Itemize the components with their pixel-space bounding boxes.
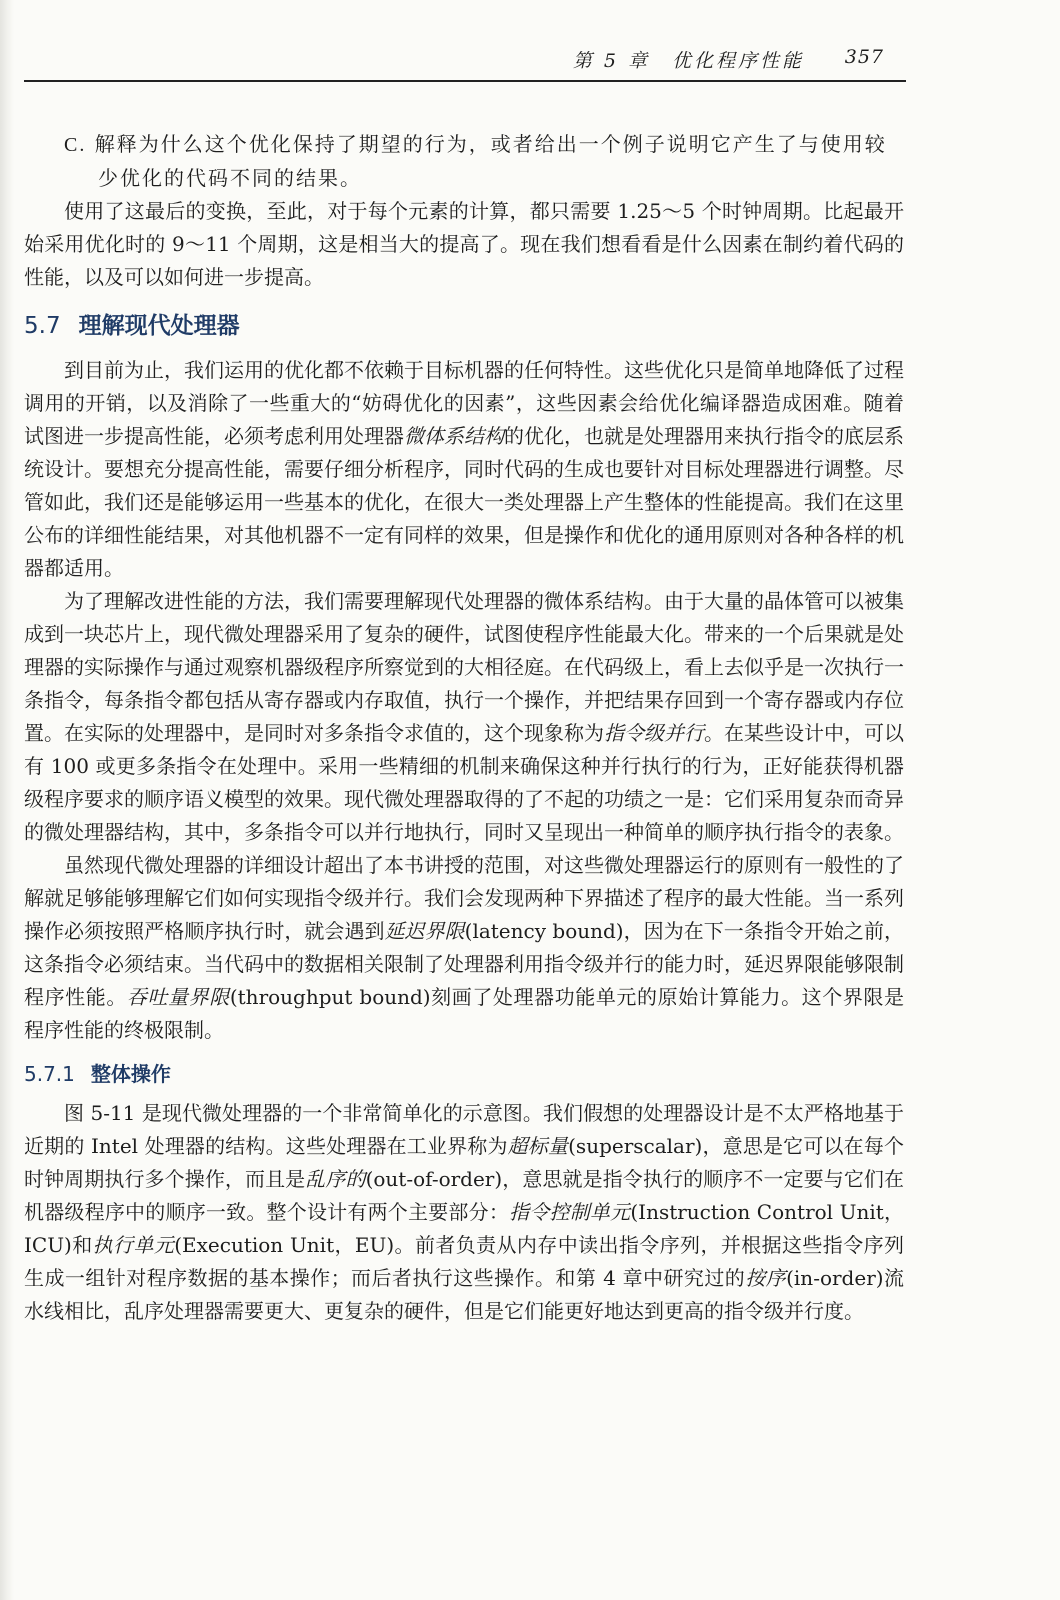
term-eu: 执行单元 <box>92 1233 175 1257</box>
section-heading <box>24 308 904 344</box>
subsection-heading <box>24 1057 904 1091</box>
section-number: 5.7 <box>24 313 61 339</box>
term-superscalar: 超标量 <box>507 1134 569 1158</box>
term-throughput-bound: 吞吐量界限 <box>126 985 230 1009</box>
exercise-item-text: 解释为什么这个优化保持了期望的行为，或者给出一个例子说明它产生了与使用较少优化的代码不同的结果。 <box>94 132 887 190</box>
page-number: 357 <box>844 46 884 68</box>
term-latency-bound: 延迟界限 <box>384 919 465 943</box>
section-paragraph-1: 到目前为止，我们运用的优化都不依赖于目标机器的任何特性。这些优化只是简单地降低了过程调用的开销，以及消除了一些重大的“妨碍优化的因素”，这些因素会给优化编译器造成困难。随着试图进一步提高性能，必须考虑利用处理器微体系结构的优化，也就是处理器用来执行指令的底层系统设计。要想充分提高性能，需要仔细分析程序，同时代码的生成也要针对目标处理器进行调整。尽管如此，我们还是能够运用一些基本的优化，在很大一类处理器上产生整体的性能提高。我们在这里公布的详细性能结果，对其他机器不一定有同样的效果，但是操作和优化的通用原则对各种各样的机器都适用。 <box>24 358 904 580</box>
subsection-paragraph-1: 图 5-11 是现代微处理器的一个非常简单化的示意图。我们假想的处理器设计是不太严格地基于近期的 Intel 处理器的结构。这些处理器在工业界称为超标量(superscalar)，意思是它可以在每个时钟周期执行多个操作，而且是乱序的(out-of-order)，意思就是指令执行的顺序不一定要与它们在机器级程序中的顺序一致。整个设计有两个主要部分：指令控制单元(Instruction Control Unit，ICU)和执行单元(Execution Unit，EU)。前者负责从内存中读出指令序列，并根据这些指令序列生成一组针对程序数据的基本操作；而后者执行这些操作。和第 4 章中研究过的按序(in-order)流水线相比，乱序处理器需要更大、更复杂的硬件，但是它们能更好地达到更高的指令级并行度。 <box>24 1101 905 1323</box>
section-paragraph-2: 为了理解改进性能的方法，我们需要理解现代处理器的微体系结构。由于大量的晶体管可以被集成到一块芯片上，现代微处理器采用了复杂的硬件，试图使程序性能最大化。带来的一个后果就是处理器的实际操作与通过观察机器级程序所察觉到的大相径庭。在代码级上，看上去似乎是一次执行一条指令，每条指令都包括从寄存器或内存取值，执行一个操作，并把结果存回到一个寄存器或内存位置。在实际的处理器中，是同时对多条指令求值的，这个现象称为指令级并行。在某些设计中，可以有 100 或更多条指令在处理中。采用一些精细的机制来确保这种并行执行的行为，正好能获得机器级程序要求的顺序语义模型的效果。现代微处理器取得的了不起的功绩之一是：它们采用复杂而奇异的微处理器结构，其中，多条指令可以并行地执行，同时又呈现出一种简单的顺序执行指令的表象。 <box>24 589 904 844</box>
section-paragraph-3: 虽然现代微处理器的详细设计超出了本书讲授的范围，对这些微处理器运行的原则有一般性的了解就足够能够理解它们如何实现指令级并行。我们会发现两种下界描述了程序的最大性能。当一系列操作必须按照严格顺序执行时，就会遇到延迟界限(latency bound)，因为在下一条指令开始之前，这条指令必须结束。当代码中的数据相关限制了处理器利用指令级并行的能力时，延迟界限能够限制程序性能。吞吐量界限(throughput bound)刻画了处理器功能单元的原始计算能力。这个界限是程序性能的终极限制。 <box>24 853 905 1042</box>
exercise-item-c <box>24 128 904 195</box>
running-header <box>24 40 906 82</box>
intro-paragraph: 使用了这最后的变换，至此，对于每个元素的计算，都只需要 1.25～5 个时钟周期。比起最开始采用优化时的 9～11 个周期，这是相当大的提高了。现在我们想看看是什么因素在制约着代码的性能，以及可以如何进一步提高。 <box>24 199 904 289</box>
chapter-title: 第 5 章 优化程序性能 <box>572 50 804 72</box>
scan-edge <box>0 0 14 1600</box>
section-title: 理解现代处理器 <box>78 313 240 339</box>
term-icu: 指令控制单元 <box>509 1200 631 1224</box>
page-body <box>24 128 904 1328</box>
term-microarchitecture: 微体系结构 <box>404 424 504 448</box>
exercise-item-label: C. <box>64 134 87 156</box>
term-instruction-level-parallelism: 指令级并行 <box>604 721 704 745</box>
term-out-of-order: 乱序的 <box>305 1167 366 1191</box>
subsection-title: 整体操作 <box>90 1062 171 1086</box>
subsection-number: 5.7.1 <box>24 1062 75 1086</box>
term-in-order: 按序 <box>745 1266 787 1290</box>
